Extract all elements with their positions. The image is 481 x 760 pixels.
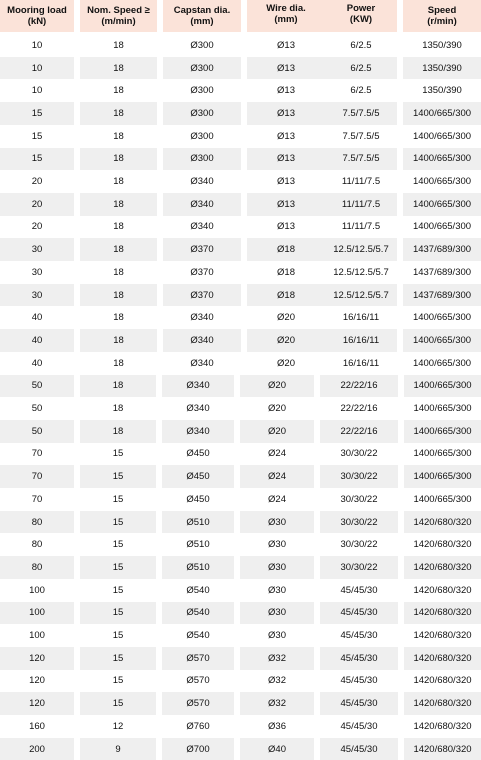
cell-wire: Ø18 [247,284,325,307]
cell-rspeed: 1437/689/300 [403,284,481,307]
cell-capstan: Ø450 [186,448,210,460]
cell-load: 200 [0,738,74,760]
cell-speed: 15 [80,556,156,579]
cell-speed: 18 [113,312,124,324]
table-row [0,261,481,284]
cell-rspeed: 1420/680/320 [404,511,481,534]
cell-capstan: Ø570 [162,647,234,670]
cell-capstan: Ø300 [163,102,241,125]
cell-speed: 18 [80,102,157,125]
cell-speed: 12 [112,720,124,732]
cell-speed: 15 [80,511,156,534]
cell-rspeed: 1400/665/300 [404,375,481,398]
cell-rspeed: 1420/680/320 [413,720,472,732]
table-row [0,397,481,420]
cell-power: 45/45/30 [320,647,398,670]
cell-power: 45/45/30 [320,738,398,760]
header-capstan-line2: (mm) [190,16,214,27]
cell-rspeed: 1400/665/300 [412,312,472,324]
cell-wire: Ø20 [240,420,314,443]
table-row [0,284,481,307]
cell-rspeed: 1400/665/300 [413,493,472,505]
header-rotation-speed [403,0,481,32]
cell-speed: 18 [113,266,124,278]
cell-power: 30/30/22 [320,556,398,579]
cell-load: 160 [29,720,45,732]
cell-capstan: Ø760 [186,720,210,732]
cell-load: 50 [0,420,74,443]
cell-wire: Ø32 [240,692,314,715]
cell-load: 30 [0,284,74,307]
table-row [0,375,481,398]
cell-load: 15 [0,102,74,125]
cell-power: 12.5/12.5/5.7 [325,284,397,307]
cell-capstan: Ø510 [186,539,210,551]
cell-capstan: Ø370 [190,266,214,278]
cell-rspeed: 1400/665/300 [412,130,472,142]
cell-power: 30/30/22 [340,539,378,551]
cell-power: 30/30/22 [340,448,378,460]
table-row [0,692,481,715]
cell-power: 11/11/7.5 [341,176,381,188]
cell-rspeed: 1420/680/320 [404,602,481,625]
cell-speed: 15 [112,448,124,460]
cell-wire: Ø32 [240,647,314,670]
cell-load: 10 [0,57,74,80]
cell-capstan: Ø340 [162,420,234,443]
cell-capstan: Ø340 [186,403,210,415]
cell-wire: Ø30 [268,584,286,596]
cell-speed: 18 [113,130,124,142]
cell-wire: Ø40 [240,738,314,760]
cell-load: 100 [29,630,45,642]
cell-rspeed: 1350/390 [422,39,462,51]
cell-speed: 15 [112,675,124,687]
cell-capstan: Ø540 [186,584,210,596]
cell-wire: Ø24 [268,493,286,505]
cell-power: 30/30/22 [320,465,398,488]
cell-load: 30 [31,266,43,278]
table-row [0,57,481,80]
cell-power: 7.5/7.5/5 [325,148,397,171]
cell-power: 16/16/11 [342,312,380,324]
cell-rspeed: 1400/665/300 [413,403,472,415]
table-row [0,79,481,102]
cell-rspeed: 1400/665/300 [412,221,472,233]
header-power-line1: Power [346,3,376,14]
cell-power: 12.5/12.5/5.7 [333,266,389,278]
table-row [0,715,481,738]
header-capstan-dia [163,0,241,32]
cell-wire: Ø30 [240,556,314,579]
cell-capstan: Ø370 [163,238,241,261]
cell-power: 22/22/16 [340,403,378,415]
cell-load: 70 [31,493,43,505]
cell-power: 16/16/11 [342,357,380,369]
cell-rspeed: 1420/680/320 [413,675,472,687]
cell-power: 11/11/7.5 [325,193,397,216]
header-wire-power-group [247,0,397,32]
cell-load: 100 [29,584,45,596]
cell-rspeed: 1420/680/320 [404,647,481,670]
cell-capstan: Ø570 [186,675,210,687]
header-wire-line1: Wire dia. [266,3,306,14]
table-row [0,102,481,125]
cell-power: 30/30/22 [320,511,398,534]
cell-power: 11/11/7.5 [341,221,381,233]
table-row [0,216,481,239]
cell-rspeed: 1400/665/300 [403,148,481,171]
cell-wire: Ø20 [277,312,295,324]
cell-wire: Ø36 [268,720,286,732]
cell-speed: 18 [80,420,156,443]
cell-load: 50 [0,375,74,398]
cell-power: 45/45/30 [340,720,378,732]
cell-capstan: Ø510 [162,556,234,579]
cell-load: 70 [31,448,43,460]
header-mooring-load-label: Mooring load (kN) [7,5,67,27]
cell-load: 120 [0,692,74,715]
cell-capstan: Ø570 [162,692,234,715]
cell-capstan: Ø340 [163,193,241,216]
cell-wire: Ø20 [240,375,314,398]
table-row [0,443,481,466]
cell-power: 16/16/11 [325,329,397,352]
cell-wire: Ø20 [247,329,325,352]
cell-load: 40 [31,357,43,369]
cell-speed: 18 [80,329,157,352]
cell-load: 80 [0,556,74,579]
cell-power: 45/45/30 [340,584,378,596]
cell-capstan: Ø540 [186,630,210,642]
cell-speed: 15 [112,539,124,551]
cell-capstan: Ø300 [190,85,214,97]
cell-power: 6/2.5 [350,85,372,97]
cell-speed: 15 [80,647,156,670]
cell-rspeed: 1437/689/300 [412,266,472,278]
cell-capstan: Ø340 [190,221,214,233]
cell-capstan: Ø340 [190,312,214,324]
cell-power: 22/22/16 [320,420,398,443]
cell-power: 45/45/30 [320,602,398,625]
cell-load: 20 [31,221,43,233]
cell-power: 45/45/30 [340,630,378,642]
header-rspeed-line2: (r/min) [427,16,457,27]
table-row [0,511,481,534]
cell-load: 30 [0,238,74,261]
cell-load: 50 [31,403,43,415]
cell-capstan: Ø300 [190,130,214,142]
cell-rspeed: 1350/390 [422,85,462,97]
cell-rspeed: 1420/680/320 [413,630,472,642]
header-power [325,3,397,25]
cell-power: 7.5/7.5/5 [342,130,380,142]
cell-wire: Ø20 [268,403,286,415]
cell-wire: Ø13 [247,148,325,171]
cell-capstan: Ø300 [163,57,241,80]
cell-wire: Ø24 [240,465,314,488]
cell-wire: Ø13 [247,193,325,216]
table-row [0,352,481,375]
table-row [0,465,481,488]
cell-speed: 15 [112,630,124,642]
cell-capstan: Ø340 [163,329,241,352]
cell-rspeed: 1350/390 [403,57,481,80]
cell-power: 22/22/16 [320,375,398,398]
cell-wire: Ø18 [247,238,325,261]
cell-wire: Ø13 [277,130,295,142]
cell-capstan: Ø540 [162,602,234,625]
cell-load: 20 [31,176,43,188]
cell-speed: 15 [112,584,124,596]
cell-speed: 18 [113,85,124,97]
cell-speed: 18 [80,375,156,398]
table-row [0,420,481,443]
cell-load: 70 [0,465,74,488]
cell-rspeed: 1400/665/300 [413,448,472,460]
table-row [0,647,481,670]
cell-speed: 18 [80,284,157,307]
cell-wire: Ø24 [268,448,286,460]
cell-capstan: Ø700 [162,738,234,760]
cell-wire: Ø13 [277,39,295,51]
cell-power: 30/30/22 [340,493,378,505]
table-row [0,148,481,171]
cell-rspeed: 1400/665/300 [403,102,481,125]
table-row [0,533,481,556]
cell-power: 45/45/30 [340,675,378,687]
table-row [0,193,481,216]
cell-power: 12.5/12.5/5.7 [325,238,397,261]
table-row [0,329,481,352]
table-row [0,670,481,693]
cell-rspeed: 1400/665/300 [404,420,481,443]
cell-rspeed: 1400/665/300 [404,465,481,488]
cell-wire: Ø30 [268,630,286,642]
cell-speed: 18 [112,403,124,415]
cell-load: 40 [0,329,74,352]
cell-speed: 18 [113,39,124,51]
cell-wire: Ø30 [240,602,314,625]
cell-speed: 15 [80,465,156,488]
cell-capstan: Ø340 [190,176,214,188]
cell-capstan: Ø340 [162,375,234,398]
cell-rspeed: 1400/665/300 [412,357,472,369]
table-row [0,602,481,625]
cell-capstan: Ø450 [186,493,210,505]
cell-rspeed: 1400/665/300 [403,329,481,352]
cell-load: 80 [31,539,43,551]
cell-load: 100 [0,602,74,625]
cell-load: 20 [0,193,74,216]
table-row [0,34,481,57]
table-row [0,579,481,602]
cell-wire: Ø13 [247,57,325,80]
cell-power: 45/45/30 [320,692,398,715]
cell-load: 80 [0,511,74,534]
cell-load: 10 [31,85,43,97]
header-wire-dia [247,3,325,25]
table-row [0,170,481,193]
header-rspeed-line1: Speed [427,5,457,16]
cell-speed: 18 [80,193,157,216]
cell-rspeed: 1400/665/300 [412,176,472,188]
cell-rspeed: 1420/680/320 [404,692,481,715]
cell-capstan: Ø510 [162,511,234,534]
cell-speed: 15 [80,692,156,715]
cell-capstan: Ø340 [190,357,214,369]
header-nom-speed [80,0,157,32]
cell-speed: 15 [112,493,124,505]
cell-wire: Ø32 [268,675,286,687]
cell-load: 15 [0,148,74,171]
cell-speed: 18 [113,221,124,233]
table-row [0,738,481,760]
cell-wire: Ø30 [240,511,314,534]
cell-load: 120 [29,675,45,687]
cell-power: 7.5/7.5/5 [325,102,397,125]
table-row [0,125,481,148]
cell-wire: Ø18 [277,266,295,278]
header-nom-speed-line1: Nom. Speed ≥ [87,5,150,16]
cell-rspeed: 1420/680/320 [413,539,472,551]
cell-rspeed: 1420/680/320 [413,584,472,596]
cell-load: 120 [0,647,74,670]
cell-power: 6/2.5 [325,57,397,80]
cell-load: 40 [31,312,43,324]
cell-capstan: Ø370 [163,284,241,307]
cell-load: 10 [31,39,43,51]
cell-rspeed: 1400/665/300 [403,193,481,216]
header-wire-line2: (mm) [274,14,298,25]
cell-speed: 18 [80,238,157,261]
header-power-line2: (KW) [349,14,373,25]
cell-wire: Ø13 [277,221,295,233]
header-capstan-line1: Capstan dia. [173,5,231,16]
cell-wire: Ø30 [268,539,286,551]
cell-wire: Ø13 [277,85,295,97]
cell-wire: Ø13 [247,102,325,125]
cell-speed: 15 [80,602,156,625]
cell-wire: Ø13 [277,176,295,188]
cell-power: 6/2.5 [350,39,372,51]
header-mooring-load [0,0,74,32]
header-nom-speed-line2: (m/min) [101,16,136,27]
cell-speed: 18 [113,176,124,188]
table-row [0,306,481,329]
cell-speed: 18 [113,357,124,369]
cell-capstan: Ø300 [190,39,214,51]
cell-rspeed: 1420/680/320 [404,738,481,760]
cell-load: 15 [31,130,43,142]
table-row [0,556,481,579]
cell-wire: Ø20 [277,357,295,369]
cell-capstan: Ø300 [163,148,241,171]
cell-rspeed: 1437/689/300 [403,238,481,261]
cell-speed: 18 [80,57,157,80]
table-row [0,238,481,261]
cell-speed: 18 [80,148,157,171]
cell-capstan: Ø450 [162,465,234,488]
table-row [0,488,481,511]
cell-speed: 9 [80,738,156,760]
table-row [0,624,481,647]
cell-rspeed: 1420/680/320 [404,556,481,579]
